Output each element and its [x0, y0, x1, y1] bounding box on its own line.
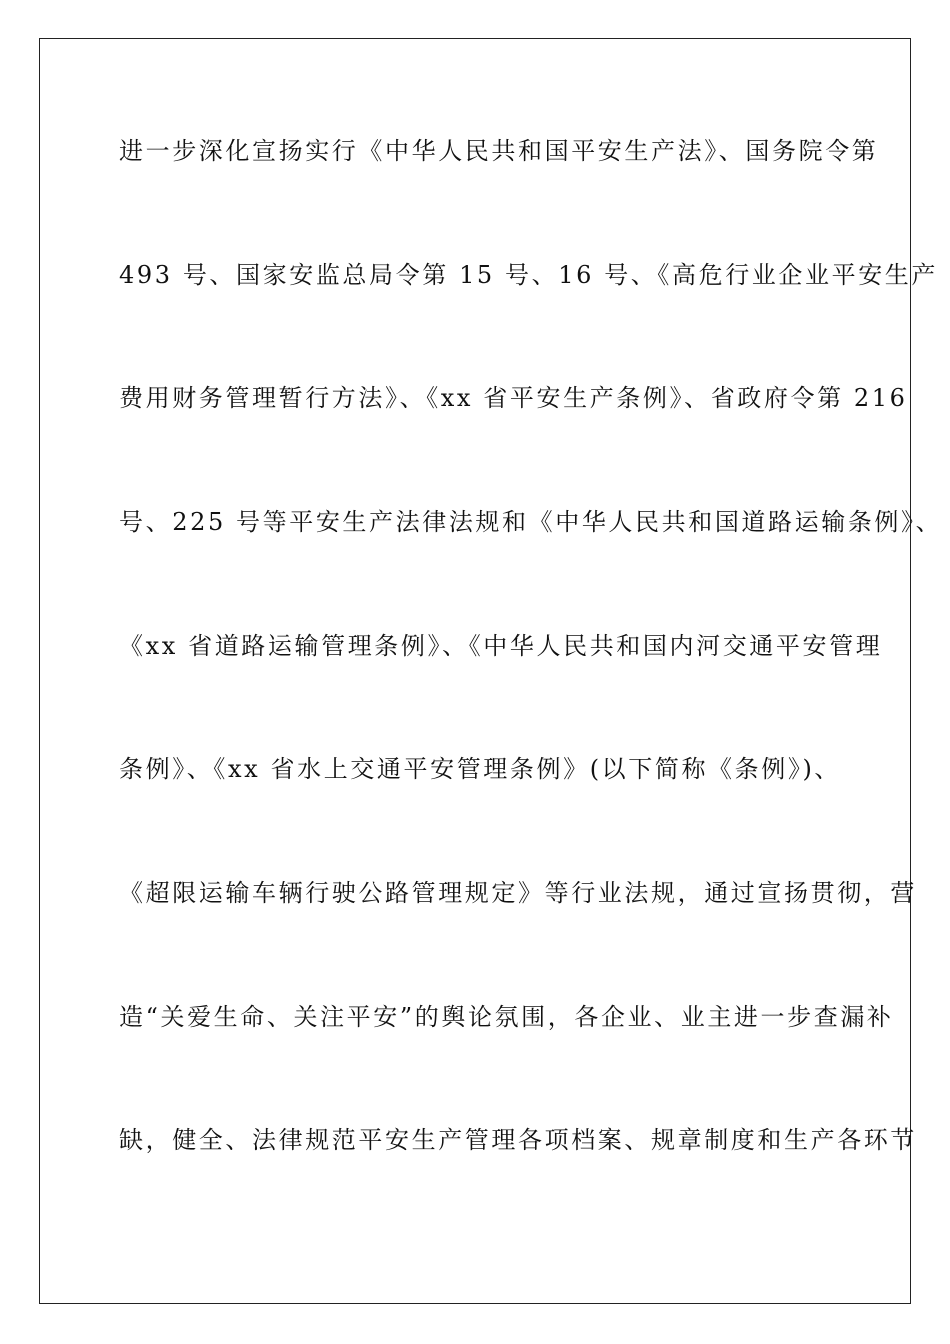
paragraph-line-5: 《xx 省道路运输管理条例》、《中华人民共和国内河交通平安管理: [119, 632, 883, 660]
paragraph-line-8: 造“关爱生命、关注平安”的舆论氛围，各企业、业主进一步查漏补: [119, 1003, 894, 1031]
paragraph-line-9: 缺，健全、法律规范平安生产管理各项档案、规章制度和生产各环节: [119, 1126, 917, 1154]
paragraph-line-2: 493 号、国家安监总局令第 15 号、16 号、《高危行业企业平安生产: [119, 261, 939, 289]
paragraph-line-6: 条例》、《xx 省水上交通平安管理条例》(以下简称《条例》)、: [119, 755, 842, 783]
paragraph-line-1: 进一步深化宣扬实行《中华人民共和国平安生产法》、国务院令第: [119, 137, 879, 165]
paragraph-line-7: 《超限运输车辆行驶公路管理规定》等行业法规，通过宣扬贯彻，营: [119, 879, 917, 907]
paragraph-line-3: 费用财务管理暂行方法》、《xx 省平安生产条例》、省政府令第 216: [119, 384, 908, 412]
document-page: [39, 38, 943, 1304]
paragraph-line-4: 号、225 号等平安生产法律法规和《中华人民共和国道路运输条例》、: [119, 508, 943, 536]
